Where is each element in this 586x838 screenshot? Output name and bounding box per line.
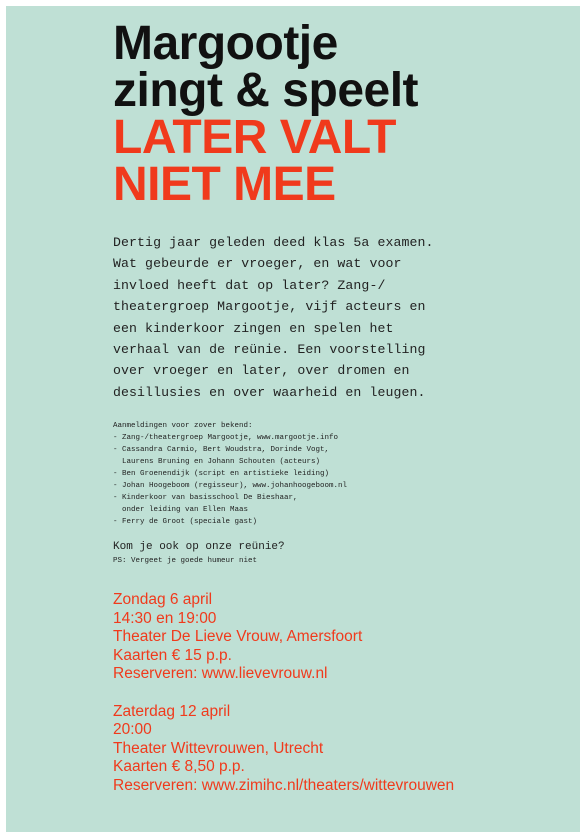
credits-item: - Ben Groenendijk (script en artistieke leiding) [113,470,330,479]
show-reserve: Reserveren: www.lievevrouw.nl [113,665,328,683]
poster [6,6,580,832]
credits-item: Laurens Bruning en Johann Schouten (acteurs) [113,458,321,467]
poster-content [113,17,573,795]
credits-item: - Cassandra Carmio, Bert Woudstra, Dorinde Vogt, [113,446,330,455]
intro-line: invloed heeft dat op later? Zang-/ [113,277,386,293]
reunion-question: Kom je ook op onze reünie? [113,541,285,554]
show-venue: Theater De Lieve Vrouw, Amersfoort [113,628,363,646]
show-price: Kaarten € 15 p.p. [113,646,232,664]
credits-heading: Aanmeldingen voor zover bekend: [113,422,253,431]
intro-line: over vroeger en later, over dromen en [113,363,410,379]
credits-item: - Ferry de Groot (speciale gast) [113,518,258,527]
intro-line: Dertig jaar geleden deed klas 5a examen. [113,235,434,250]
show-time: 14:30 en 19:00 [113,609,217,627]
intro-line: theatergroep Margootje, vijf acteurs en [113,299,426,315]
title-line-1: Margootje [113,17,338,70]
title-line-4: NIET MEE [113,158,336,211]
show-time: 20:00 [113,721,152,739]
title-line-2: zingt & speelt [113,64,419,117]
show-reserve: Reserveren: www.zimihc.nl/theaters/wittevrouwen [113,776,455,794]
credits-item: - Kinderkoor van basisschool De Bieshaar, [113,494,298,503]
show-price: Kaarten € 8,50 p.p. [113,758,245,776]
show-venue: Theater Wittevrouwen, Utrecht [113,739,324,757]
credits-list [113,420,573,528]
show-block-1 [113,591,573,684]
show-date: Zaterdag 12 april [113,702,231,720]
intro-line: verhaal van de reünie. Een voorstelling [113,342,426,358]
intro-line: desillusies en over waarheid en leugen. [113,384,426,400]
ps-note: PS: Vergeet je goede humeur niet [113,557,258,566]
show-date: Zondag 6 april [113,591,213,609]
intro-text [113,232,573,403]
show-block-2 [113,703,573,796]
title-line-3: LATER VALT [113,111,396,164]
credits-item: onder leiding van Ellen Maas [113,506,249,515]
intro-line: Wat gebeurde er vroeger, en wat voor [113,256,402,272]
intro-line: een kinderkoor zingen en spelen het [113,320,394,336]
credits-item: - Johan Hoogeboom (regisseur), www.johanhoogeboom.nl [113,482,348,491]
credits-item: - Zang-/theatergroep Margootje, www.margootje.info [113,434,339,443]
